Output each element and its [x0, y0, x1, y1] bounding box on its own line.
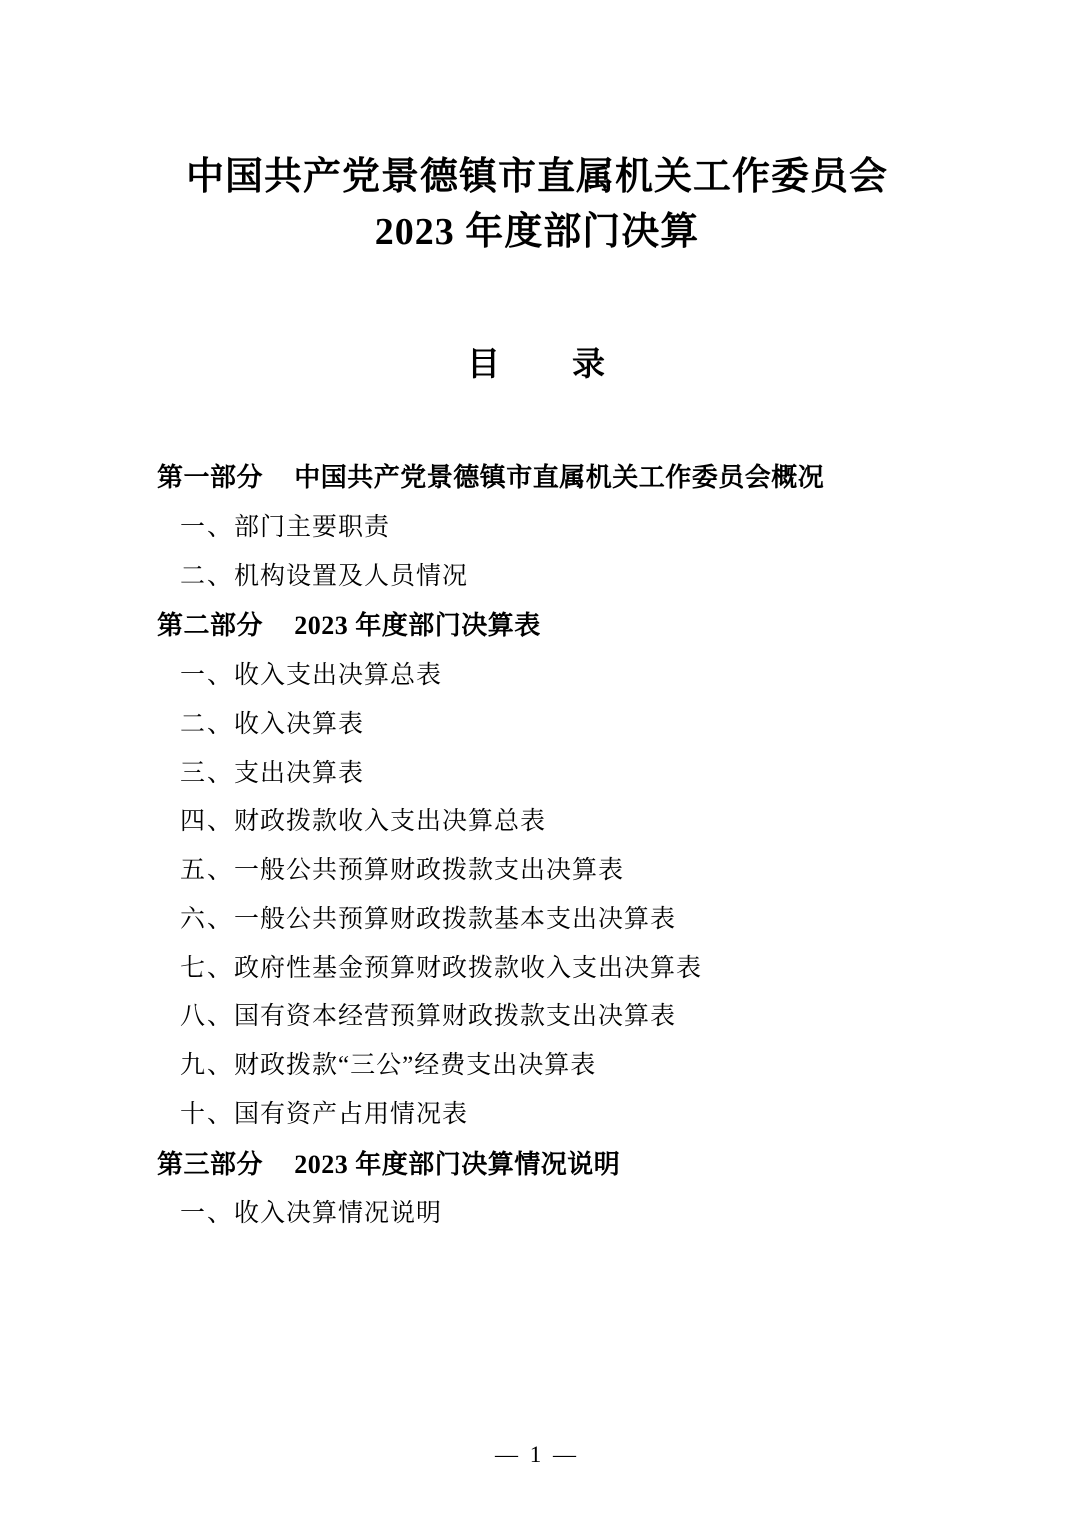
page-title — [105, 150, 969, 260]
toc-list-item — [105, 1091, 969, 1140]
toc-item-text: 政府性基金预算财政拨款收入支出决算表 — [234, 954, 703, 982]
toc-list-item — [105, 1190, 969, 1239]
toc-list-item — [105, 993, 969, 1042]
toc-part-entry — [105, 453, 969, 504]
toc-heading: 目 录 — [467, 347, 607, 384]
toc-item-number: 九、 — [180, 1052, 235, 1080]
toc-item-text: 一般公共预算财政拨款支出决算表 — [234, 857, 625, 885]
toc-item-number: 四、 — [180, 808, 235, 836]
page-title-line-1: 中国共产党景德镇市直属机关工作委员会 — [185, 156, 888, 198]
toc-item-text: 财政拨款收入支出决算总表 — [234, 808, 547, 836]
toc-list-item — [105, 798, 969, 847]
toc-item-number: 七、 — [180, 954, 235, 982]
toc-list-item — [105, 847, 969, 896]
toc-item-number: 一、 — [180, 662, 235, 690]
toc-list-item — [105, 701, 969, 750]
toc-part-entry — [105, 601, 969, 652]
toc-item-number: 十、 — [180, 1100, 235, 1128]
toc-item-text: 收入决算表 — [234, 710, 365, 738]
toc-item-text: 国有资本经营预算财政拨款支出决算表 — [234, 1003, 677, 1031]
toc-item-text: 部门主要职责 — [234, 513, 391, 541]
toc-item-text: 一般公共预算财政拨款基本支出决算表 — [234, 905, 677, 933]
table-of-contents — [105, 453, 969, 1239]
toc-list-item — [105, 896, 969, 945]
toc-item-number: 一、 — [180, 513, 235, 541]
toc-item-text: 收入决算情况说明 — [234, 1200, 443, 1228]
toc-list-item — [105, 553, 969, 602]
toc-item-number: 二、 — [180, 562, 235, 590]
toc-item-number: 五、 — [180, 857, 235, 885]
toc-list-item — [105, 945, 969, 994]
toc-item-number: 一、 — [180, 1200, 235, 1228]
toc-item-number: 三、 — [180, 759, 235, 787]
page-title-line-2: 2023 年度部门决算 — [374, 211, 700, 254]
toc-part-label: 第二部分 — [157, 611, 264, 641]
toc-part-text: 2023 年度部门决算情况说明 — [294, 1149, 621, 1179]
toc-list-item — [105, 652, 969, 701]
toc-list-item — [105, 504, 969, 553]
toc-item-number: 八、 — [180, 1003, 235, 1031]
toc-list-item — [105, 750, 969, 799]
toc-list-item — [105, 1042, 969, 1091]
page-number: — 1 — — [495, 1442, 579, 1467]
toc-part-text: 2023 年度部门决算表 — [294, 611, 541, 641]
toc-item-text: 收入支出决算总表 — [234, 662, 443, 690]
toc-item-number: 二、 — [180, 710, 235, 738]
toc-part-text: 中国共产党景德镇市直属机关工作委员会概况 — [294, 463, 825, 493]
toc-item-text: 国有资产占用情况表 — [234, 1100, 469, 1128]
toc-item-text: 机构设置及人员情况 — [234, 562, 469, 590]
toc-item-text: 财政拨款“三公”经费支出决算表 — [234, 1052, 597, 1080]
toc-part-entry — [105, 1140, 969, 1191]
toc-part-label: 第一部分 — [157, 463, 264, 493]
toc-item-number: 六、 — [180, 905, 235, 933]
toc-item-text: 支出决算表 — [234, 759, 365, 787]
toc-part-label: 第三部分 — [157, 1149, 264, 1179]
